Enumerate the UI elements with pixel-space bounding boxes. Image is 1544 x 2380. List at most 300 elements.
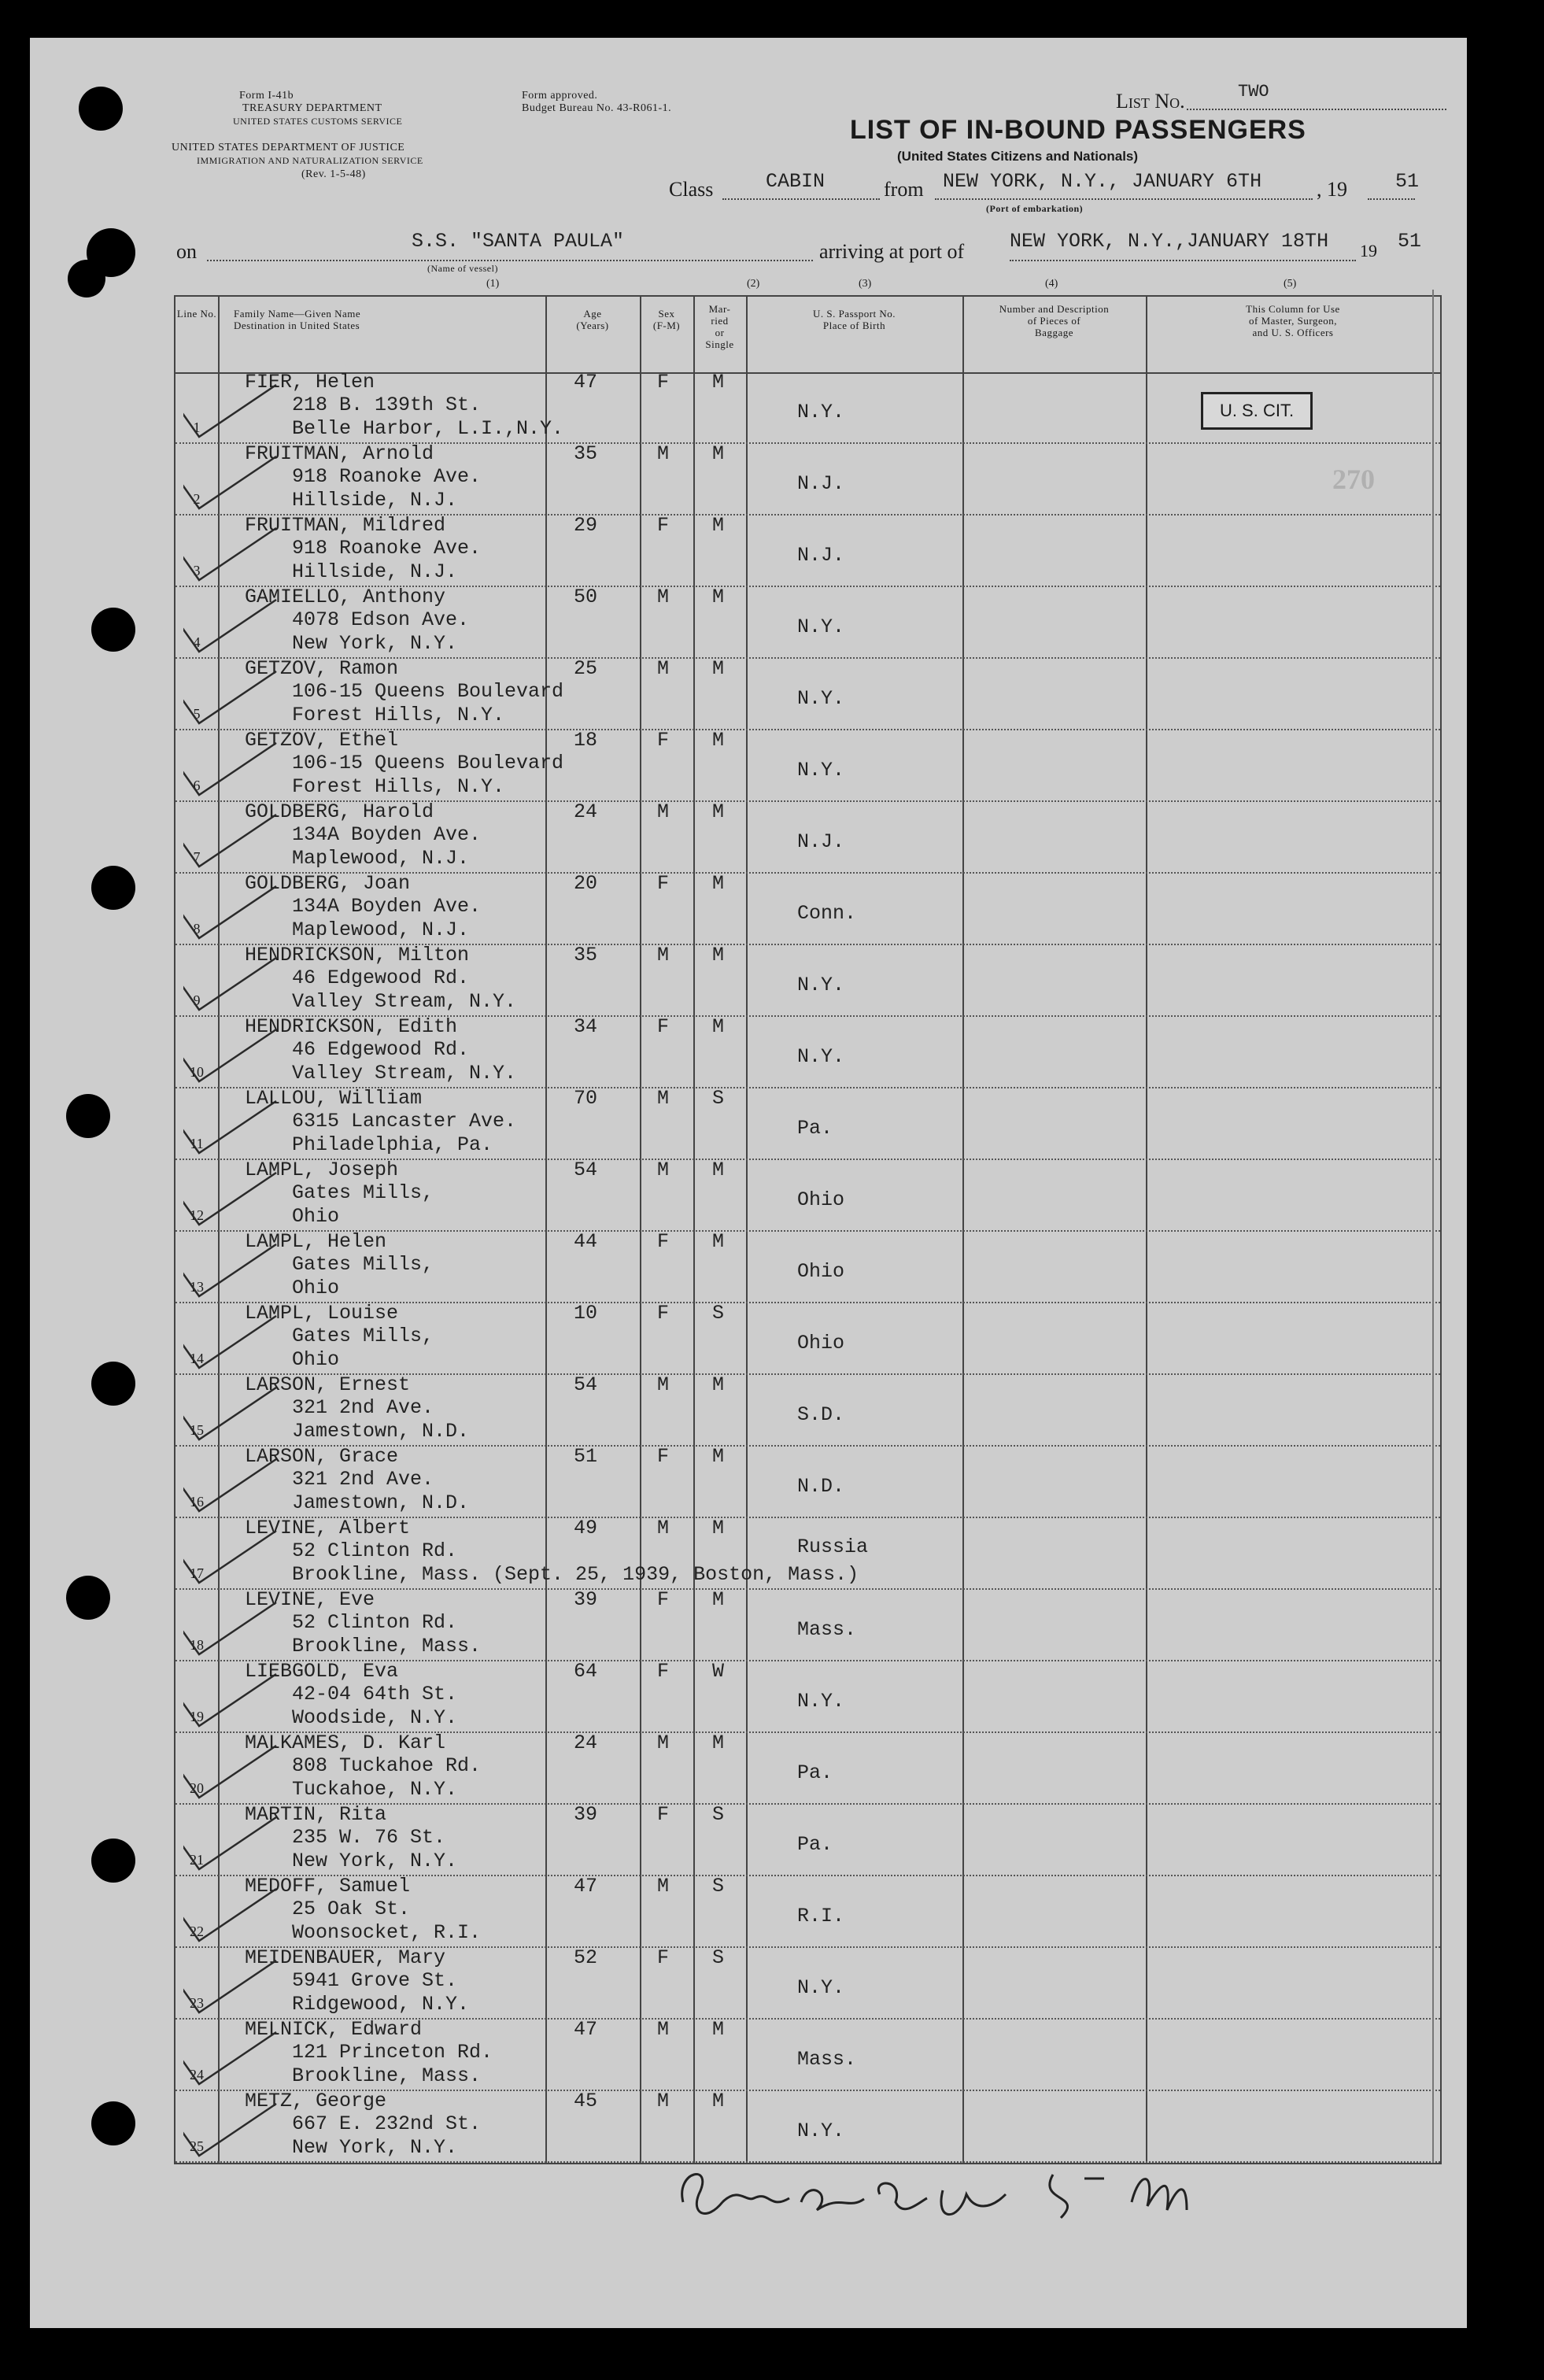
marital-status: M	[712, 1230, 725, 1253]
age-value: 35	[574, 944, 598, 966]
address-line-1: 6315 Lancaster Ave.	[292, 1110, 517, 1133]
birthplace: Mass.	[797, 1618, 857, 1641]
passenger-name: LAMPL, Louise	[245, 1302, 399, 1325]
sex-value: F	[657, 1015, 670, 1038]
line-number: 8	[193, 921, 201, 937]
checkmark-icon	[183, 881, 278, 944]
checkmark-icon	[183, 2099, 278, 2162]
header-passport: U. S. Passport No. Place of Birth	[812, 308, 896, 331]
passenger-name: MARTIN, Rita	[245, 1803, 387, 1826]
header-age: Age (Years)	[576, 308, 609, 331]
birthplace: N.J.	[797, 544, 845, 567]
address-line-1: 121 Princeton Rd.	[292, 2041, 493, 2064]
address-line-2: Jamestown, N.D.	[292, 1491, 470, 1514]
sex-value: M	[657, 1159, 670, 1181]
address-line-2: Valley Stream, N.Y.	[292, 1062, 517, 1085]
birthplace: N.Y.	[797, 615, 845, 638]
table-row	[175, 1733, 1440, 1805]
address-line-2: Ohio	[292, 1277, 340, 1299]
marital-status: M	[712, 514, 725, 537]
passenger-name: FIER, Helen	[245, 371, 375, 394]
age-value: 20	[574, 872, 598, 895]
age-value: 50	[574, 586, 598, 608]
birthplace: Ohio	[797, 1188, 845, 1211]
passenger-name: MEIDENBAUER, Mary	[245, 1946, 446, 1969]
checkmark-icon	[183, 1669, 278, 1732]
table-row	[175, 516, 1440, 587]
checkmark-icon	[183, 1096, 278, 1159]
marital-status: M	[712, 729, 725, 752]
sex-value: F	[657, 371, 670, 394]
table-row	[175, 802, 1440, 874]
address-line-2: Ohio	[292, 1348, 340, 1371]
marital-status: M	[712, 1731, 725, 1754]
sex-value: M	[657, 1373, 670, 1396]
checkmark-icon	[183, 1311, 278, 1374]
column-number: (5)	[1284, 278, 1297, 290]
sex-value: F	[657, 1660, 670, 1683]
age-value: 47	[574, 2018, 598, 2041]
birthplace: R.I.	[797, 1905, 845, 1927]
sex-value: F	[657, 1230, 670, 1253]
birthplace: N.Y.	[797, 687, 845, 710]
passenger-name: FRUITMAN, Arnold	[245, 442, 434, 465]
margin-line	[1432, 290, 1434, 2163]
line-number: 5	[193, 706, 201, 722]
address-line-1: 25 Oak St.	[292, 1898, 411, 1920]
address-line-1: 46 Edgewood Rd.	[292, 1038, 470, 1061]
marital-status: M	[712, 800, 725, 823]
marital-status: S	[712, 1087, 725, 1110]
table-row	[175, 587, 1440, 659]
marital-status: M	[712, 2018, 725, 2041]
birthplace: N.D.	[797, 1475, 845, 1498]
birthplace: N.Y.	[797, 2119, 845, 2142]
class-line	[722, 198, 880, 200]
faint-mark: 270	[1332, 464, 1375, 495]
marital-status: M	[712, 2090, 725, 2112]
birthplace: N.Y.	[797, 1045, 845, 1068]
passenger-name: GETZOV, Ethel	[245, 729, 399, 752]
address-line-1: Gates Mills,	[292, 1253, 434, 1276]
address-line-1: 918 Roanoke Ave.	[292, 537, 482, 560]
sex-value: F	[657, 872, 670, 895]
binder-hole	[68, 260, 105, 298]
passenger-name: LARSON, Grace	[245, 1445, 399, 1468]
marital-status: M	[712, 442, 725, 465]
address-line-2: Brookline, Mass.	[292, 1635, 482, 1658]
page-title: LIST OF IN-BOUND PASSENGERS	[850, 115, 1306, 145]
table-row	[175, 1447, 1440, 1518]
marital-status: M	[712, 1588, 725, 1611]
address-line-1: 218 B. 139th St.	[292, 394, 482, 416]
age-value: 70	[574, 1087, 598, 1110]
sex-value: F	[657, 729, 670, 752]
revision-label: (Rev. 1-5-48)	[301, 168, 366, 180]
binder-hole	[91, 608, 135, 652]
address-line-2: New York, N.Y.	[292, 1850, 458, 1872]
arriving-label: arriving at port of	[819, 240, 965, 263]
sex-value: M	[657, 1731, 670, 1754]
checkmark-icon	[183, 1526, 278, 1589]
age-value: 44	[574, 1230, 598, 1253]
table-row	[175, 1017, 1440, 1088]
age-value: 47	[574, 1875, 598, 1898]
table-row	[175, 1518, 1440, 1590]
age-value: 54	[574, 1373, 598, 1396]
from-line	[935, 198, 1313, 200]
address-line-2: Valley Stream, N.Y.	[292, 990, 517, 1013]
passenger-name: MALKAMES, D. Karl	[245, 1731, 446, 1754]
birthplace: N.J.	[797, 472, 845, 495]
checkmark-icon	[183, 1741, 278, 1804]
passenger-table	[174, 278, 1442, 2164]
binder-hole	[91, 1839, 135, 1883]
sex-value: F	[657, 1946, 670, 1969]
line-number: 10	[190, 1064, 204, 1080]
address-line-1: 52 Clinton Rd.	[292, 1611, 458, 1634]
passenger-name: LEVINE, Eve	[245, 1588, 375, 1611]
table-row	[175, 1590, 1440, 1661]
inspector-signature	[644, 2147, 1195, 2234]
table-row	[175, 874, 1440, 945]
age-value: 51	[574, 1445, 598, 1468]
address-line-2: Brookline, Mass. (Sept. 25, 1939, Boston, Mass.)	[292, 1563, 859, 1586]
marital-status: S	[712, 1302, 725, 1325]
address-line-1: 42-04 64th St.	[292, 1683, 458, 1706]
checkmark-icon	[183, 1240, 278, 1303]
checkmark-icon	[183, 595, 278, 658]
address-line-1: Gates Mills,	[292, 1325, 434, 1347]
passenger-name: GOLDBERG, Harold	[245, 800, 434, 823]
birthplace: Mass.	[797, 2048, 857, 2071]
binder-hole	[66, 1094, 110, 1138]
passenger-name: GOLDBERG, Joan	[245, 872, 411, 895]
marital-status: M	[712, 657, 725, 680]
age-value: 24	[574, 1731, 598, 1754]
age-value: 24	[574, 800, 598, 823]
form-number: Form I-41b	[239, 90, 294, 102]
justice-label: UNITED STATES DEPARTMENT OF JUSTICE	[172, 142, 405, 153]
line-number: 25	[190, 2138, 204, 2154]
passenger-name: HENDRICKSON, Milton	[245, 944, 470, 966]
line-number: 23	[190, 1995, 204, 2011]
birthplace: N.Y.	[797, 1976, 845, 1999]
sex-value: F	[657, 1302, 670, 1325]
address-line-1: 134A Boyden Ave.	[292, 895, 482, 918]
age-value: 35	[574, 442, 598, 465]
birthplace: N.Y.	[797, 401, 845, 423]
address-line-2: Maplewood, N.J.	[292, 918, 470, 941]
address-line-2: Ohio	[292, 1205, 340, 1228]
checkmark-icon	[183, 452, 278, 515]
birthplace: N.Y.	[797, 1690, 845, 1713]
marital-status: M	[712, 1159, 725, 1181]
sex-value: F	[657, 1588, 670, 1611]
birthplace: Conn.	[797, 902, 857, 925]
address-line-1: 46 Edgewood Rd.	[292, 966, 470, 989]
checkmark-icon	[183, 1956, 278, 2019]
list-no-value: TWO	[1238, 82, 1269, 102]
class-label: Class	[669, 178, 714, 201]
table-row	[175, 730, 1440, 802]
checkmark-icon	[183, 1383, 278, 1446]
list-no-label: List No.	[1116, 90, 1185, 113]
line-number: 9	[193, 992, 201, 1008]
checkmark-icon	[183, 667, 278, 730]
from-year: 51	[1395, 170, 1420, 193]
address-line-1: 52 Clinton Rd.	[292, 1539, 458, 1562]
birthplace: Pa.	[797, 1833, 833, 1856]
sex-value: F	[657, 1445, 670, 1468]
sex-value: M	[657, 2090, 670, 2112]
marital-status: M	[712, 872, 725, 895]
budget-number: Budget Bureau No. 43-R061-1.	[522, 102, 672, 114]
line-number: 20	[190, 1780, 204, 1796]
marital-status: M	[712, 1517, 725, 1539]
form-approved: Form approved.	[522, 90, 598, 102]
passenger-name: MELNICK, Edward	[245, 2018, 423, 2041]
sex-value: M	[657, 1875, 670, 1898]
address-line-2: Philadelphia, Pa.	[292, 1133, 493, 1156]
line-number: 18	[190, 1637, 204, 1653]
table-row	[175, 1805, 1440, 1876]
sex-value: M	[657, 1517, 670, 1539]
line-number: 14	[190, 1351, 204, 1366]
binder-hole	[91, 2101, 135, 2145]
age-value: 49	[574, 1517, 598, 1539]
sex-value: M	[657, 800, 670, 823]
address-line-2: Forest Hills, N.Y.	[292, 775, 505, 798]
age-value: 52	[574, 1946, 598, 1969]
address-line-1: 106-15 Queens Boulevard	[292, 680, 564, 703]
address-line-1: 321 2nd Ave.	[292, 1396, 434, 1419]
address-line-1: 106-15 Queens Boulevard	[292, 752, 564, 774]
passenger-name: GETZOV, Ramon	[245, 657, 399, 680]
marital-status: M	[712, 944, 725, 966]
arriving-value: NEW YORK, N.Y.,JANUARY 18TH	[1010, 230, 1329, 253]
marital-status: W	[712, 1660, 725, 1683]
vessel-name: S.S. "SANTA PAULA"	[412, 230, 625, 253]
sex-value: F	[657, 514, 670, 537]
arriving-line	[1010, 260, 1356, 261]
passenger-name: LIEBGOLD, Eva	[245, 1660, 399, 1683]
checkmark-icon	[183, 738, 278, 801]
from-year-line	[1368, 198, 1415, 200]
birthplace: N.J.	[797, 830, 845, 853]
line-number: 21	[190, 1852, 204, 1868]
line-number: 19	[190, 1709, 204, 1724]
passenger-name: LAMPL, Joseph	[245, 1159, 399, 1181]
header-sex: Sex (F-M)	[652, 308, 681, 331]
age-value: 64	[574, 1660, 598, 1683]
line-number: 22	[190, 1924, 204, 1939]
table-row	[175, 1876, 1440, 1948]
column-number: (4)	[1045, 278, 1058, 290]
age-value: 39	[574, 1803, 598, 1826]
header-line-no: Line No.	[176, 308, 217, 320]
list-no-line	[1187, 109, 1446, 110]
checkmark-icon	[183, 1598, 278, 1661]
table-row	[175, 1160, 1440, 1232]
header-married: Mar- ried or Single	[705, 303, 734, 350]
line-number: 6	[193, 778, 201, 793]
checkmark-icon	[183, 810, 278, 873]
address-line-2: Hillside, N.J.	[292, 489, 458, 512]
marital-status: M	[712, 1373, 725, 1396]
binder-hole	[91, 1362, 135, 1406]
birthplace: Pa.	[797, 1761, 833, 1784]
age-value: 18	[574, 729, 598, 752]
passenger-name: LARSON, Ernest	[245, 1373, 411, 1396]
sex-value: F	[657, 1803, 670, 1826]
line-number: 11	[190, 1136, 204, 1151]
line-number: 1	[193, 419, 201, 435]
marital-status: S	[712, 1803, 725, 1826]
age-value: 47	[574, 371, 598, 394]
birthplace: Ohio	[797, 1332, 845, 1354]
table-row	[175, 1303, 1440, 1375]
address-line-2: Forest Hills, N.Y.	[292, 704, 505, 726]
age-value: 10	[574, 1302, 598, 1325]
table-row	[175, 659, 1440, 730]
marital-status: M	[712, 586, 725, 608]
address-line-2: Hillside, N.J.	[292, 560, 458, 583]
us-citizen-stamp: U. S. CIT.	[1201, 392, 1313, 430]
checkmark-icon	[183, 953, 278, 1016]
checkmark-icon	[183, 523, 278, 586]
address-line-1: 5941 Grove St.	[292, 1969, 458, 1992]
passenger-name: METZ, George	[245, 2090, 387, 2112]
checkmark-icon	[183, 1168, 278, 1231]
address-line-1: Gates Mills,	[292, 1181, 434, 1204]
checkmark-icon	[183, 1884, 278, 1947]
sex-value: M	[657, 657, 670, 680]
marital-status: S	[712, 1946, 725, 1969]
immigration-label: IMMIGRATION AND NATURALIZATION SERVICE	[197, 155, 423, 166]
line-number: 24	[190, 2067, 204, 2082]
birthplace: Pa.	[797, 1117, 833, 1140]
address-line-2: Belle Harbor, L.I.,N.Y.	[292, 417, 564, 440]
checkmark-icon	[183, 1454, 278, 1517]
passenger-name: LEVINE, Albert	[245, 1517, 411, 1539]
line-number: 15	[190, 1422, 204, 1438]
address-line-1: 321 2nd Ave.	[292, 1468, 434, 1491]
passenger-name: LALLOU, William	[245, 1087, 423, 1110]
address-line-1: 667 E. 232nd St.	[292, 2112, 482, 2135]
header-name: Family Name—Given Name Destination in United States	[234, 308, 361, 331]
table-row	[175, 1948, 1440, 2020]
class-value: CABIN	[766, 170, 826, 193]
marital-status: M	[712, 371, 725, 394]
binder-hole	[79, 87, 123, 131]
passenger-name: HENDRICKSON, Edith	[245, 1015, 458, 1038]
sex-value: M	[657, 1087, 670, 1110]
birthplace: N.Y.	[797, 974, 845, 996]
checkmark-icon	[183, 1813, 278, 1876]
address-line-2: New York, N.Y.	[292, 632, 458, 655]
port-embark-caption: (Port of embarkation)	[986, 203, 1084, 214]
address-line-2: Brookline, Mass.	[292, 2064, 482, 2087]
age-value: 25	[574, 657, 598, 680]
treasury-label: TREASURY DEPARTMENT	[242, 102, 382, 114]
vessel-line	[207, 260, 813, 261]
column-number: (1)	[486, 278, 500, 290]
age-value: 29	[574, 514, 598, 537]
address-line-2: Woodside, N.Y.	[292, 1706, 458, 1729]
sex-value: M	[657, 2018, 670, 2041]
line-number: 12	[190, 1207, 204, 1223]
checkmark-icon	[183, 1025, 278, 1088]
page-subtitle: (United States Citizens and Nationals)	[897, 149, 1139, 164]
line-number: 3	[193, 563, 201, 578]
line-number: 13	[190, 1279, 204, 1295]
marital-status: M	[712, 1445, 725, 1468]
marital-status: S	[712, 1875, 725, 1898]
manifest-page	[30, 38, 1467, 2328]
line-number: 7	[193, 849, 201, 865]
address-line-2: Woonsocket, R.I.	[292, 1921, 482, 1944]
arriving-year-prefix: 19	[1360, 241, 1377, 261]
address-line-2: Tuckahoe, N.Y.	[292, 1778, 458, 1801]
sex-value: M	[657, 586, 670, 608]
from-year-prefix: , 19	[1317, 178, 1347, 201]
sex-value: M	[657, 944, 670, 966]
address-line-2: Ridgewood, N.Y.	[292, 1993, 470, 2016]
column-number: (2)	[747, 278, 760, 290]
address-line-1: 918 Roanoke Ave.	[292, 465, 482, 488]
from-value: NEW YORK, N.Y., JANUARY 6TH	[943, 170, 1262, 193]
header-baggage: Number and Description of Pieces of Baggage	[999, 303, 1110, 338]
birthplace: N.Y.	[797, 759, 845, 782]
table-row	[175, 945, 1440, 1017]
address-line-1: 235 W. 76 St.	[292, 1826, 446, 1849]
header-officers: This Column for Use of Master, Surgeon, and U. S. Officers	[1246, 303, 1340, 338]
marital-status: M	[712, 1015, 725, 1038]
line-number: 17	[190, 1565, 204, 1581]
table-row	[175, 1232, 1440, 1303]
age-value: 45	[574, 2090, 598, 2112]
passenger-name: MEDOFF, Samuel	[245, 1875, 411, 1898]
customs-label: UNITED STATES CUSTOMS SERVICE	[233, 116, 403, 127]
line-number: 4	[193, 634, 201, 650]
passenger-name: LAMPL, Helen	[245, 1230, 387, 1253]
on-label: on	[176, 240, 197, 263]
checkmark-icon	[183, 2027, 278, 2090]
table-row	[175, 1375, 1440, 1447]
address-line-1: 134A Boyden Ave.	[292, 823, 482, 846]
address-line-2: Jamestown, N.D.	[292, 1420, 470, 1443]
binder-hole	[66, 1576, 110, 1620]
passenger-name: GAMIELLO, Anthony	[245, 586, 446, 608]
age-value: 34	[574, 1015, 598, 1038]
checkmark-icon	[183, 380, 278, 443]
address-line-2: New York, N.Y.	[292, 2136, 458, 2159]
table-row	[175, 444, 1440, 516]
line-number: 2	[193, 491, 201, 507]
birthplace: S.D.	[797, 1403, 845, 1426]
address-line-2: Maplewood, N.J.	[292, 847, 470, 870]
table-row	[175, 1661, 1440, 1733]
arriving-year: 51	[1398, 230, 1422, 253]
line-number: 16	[190, 1494, 204, 1510]
birthplace: Russia	[797, 1536, 869, 1558]
sex-value: M	[657, 442, 670, 465]
binder-hole	[91, 866, 135, 910]
age-value: 39	[574, 1588, 598, 1611]
address-line-1: 808 Tuckahoe Rd.	[292, 1754, 482, 1777]
age-value: 54	[574, 1159, 598, 1181]
